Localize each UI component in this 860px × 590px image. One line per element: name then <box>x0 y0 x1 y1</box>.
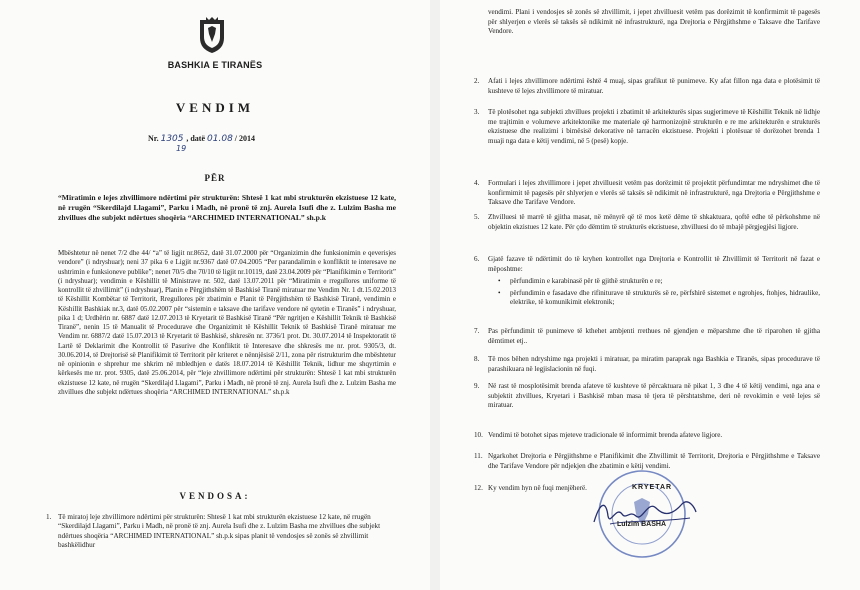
decision-item-9 <box>474 382 820 411</box>
decision-item-2 <box>474 77 820 96</box>
item-number: 8. <box>474 355 480 363</box>
municipality-name: BASHKIA E TIRANËS <box>167 60 263 70</box>
item-number: 4. <box>474 179 480 187</box>
item-text: Të plotësohet nga subjekti zhvillues projekti i zbatimit të arkitekturës sipas sugjerimeve të Këshillit Teknik në lidhje me trajtimin e volumeve arkitektonike me materiale që harmonizojnë strukturën e re me arkitekturën e strukturës ekzistuese dhe realizimi i bimësisë dekorative në tarracën ekzistuese. Projekti i plotësuar të dorëzohet brenda 1 muaji nga data e këtij vendimi, në 5 (pesë) kopje. <box>488 108 820 145</box>
item-number: 3. <box>474 108 480 116</box>
inspection-phase-list <box>498 277 820 308</box>
item-text: Formulari i lejes zhvillimore i jepet zhvilluesit vetëm pas dorëzimit të projektit përfundimtar me ndryshimet dhe të konfirmimit të pagesës për shlyerjen e vlerës së taksës së ndikimit në infrastrukturë, nga Drejtoria e Përgjithshme e Taksave dhe Tarifave Vendore. <box>488 179 820 206</box>
item-number: 6. <box>474 255 480 263</box>
vendosa-heading: VENDOSA: <box>179 491 251 501</box>
decision-item-8 <box>474 355 820 374</box>
decision-item-5 <box>474 213 820 232</box>
decision-item-10 <box>474 431 820 441</box>
list-item: • përfundimin e fasadave dhe rifiniturave të strukturës së re, përfshirë sistemet e ngrohjes, ftohjes, hidraulike, elektrike, të komunikimit elektronik; <box>498 289 820 308</box>
legal-basis-paragraph: Mbështetur në nenet 7/2 dhe 44/ “a” të ligjit nr.8652, datë 31.07.2000 për “Organizimin dhe funksionimin e qeverisjes vendore” (i ndryshuar); neni 37 pika 6 e Ligjit nr.9367 datë 07.04.2005 “Per parandalimin e konfliktit te interesave ne ushtrimin e funksioneve publike”; nenet 70/5 dhe 70/10 të ligjit nr.10119, datë 23.04.2009 për “Planifikimin e Territorit” (i ndryshuar); vendimin e Këshillit të Ministrave nr. 502, datë 13.07.2011 për “Miratimin e rregullores uniforme të kontrollit të zhvillimit” (i ndryshuar), Planin e Përgjithshëm të Bashkisë Tiranë miratuar me Vendim Nr. 1 dt.15.02.2013 të Këshillit Kombëtar të Territorit, Rregullores për zbatimin e Planit të Përgjithshëm të Bashkisë Tiranë, vendimin e Këshillit Bashkiak nr.3, datë 05.02.2007 për “sistemin e taksave dhe tarifave vendore në qytetin e Tiranës” i ndryshuar, pika 1 d; Urdhërin nr. 6887 datë 12.07.2013 të Kryetarit të Bashkisë Tiranë “Për ngritjen e Këshillit Teknik të Bashkisë Tiranë”, nenin 15 të Manualit të Procedurave dhe Organizimit të Këshillit Teknik të Bashkisë Tiranë miratuar me Vendim nr. 6887/2 datë 15.07.2013 të Kryetarit të Bashkisë, shkresën nr. 3736/1 prot. Dt. 30.07.2014 të Inspektoratit të Lartë të Deklarimit dhe Kontrollit të Pasurive dhe Konfliktit të Interesave dhe shkresës me nr. prot. 9305/3, dt. 30.06.2014, të Drejtorisë së Planifikimit të Territorit për kriteret e nënnjësisë 2/11, zona për ristrukturim dhe mbështetur në opinionin e shprehur me shkrim në mbledhjen e datës 18.07.2014 të Këshillit Teknik, lidhur me shqyrtimin e kërkesës me nr. prot. 9305, datë 25.06.2014, për “leje zhvillimore ndërtimi për strukturën: Shtesë 1 kat mbi strukturën ekzistuese 12 kate, në rrugën “Skerdilajd Llagami”, Parku i Madh, në pronë të znj. Aurela Isufi dhe z. Lulzim Basha me zhvillues dhe subjekt ndërtues shoqëria “ARCHIMED INTERNATIONAL” sh.p.k <box>58 249 396 396</box>
decision-item-6 <box>474 255 820 310</box>
list-item: • përfundimin e karabinasë për të gjithë strukturën e re; <box>498 277 820 287</box>
signatory-name: Lulzim BASHA <box>617 521 666 528</box>
item-number: 5. <box>474 213 480 221</box>
item-number: 1. <box>46 513 52 521</box>
decision-item-7 <box>474 327 820 346</box>
item-text: Ky vendim hyn në fuqi menjëherë. <box>488 484 587 492</box>
item-number: 9. <box>474 382 480 390</box>
document-title: VENDIM <box>175 100 255 115</box>
item-text: Zhvilluesi të marrë të gjitha masat, në mënyrë që të mos ketë dëme të shkaktuara, qoftë edhe të përkohshme në objektin ekzistues 12 kate. Për çdo dëmtim të strukturës ekzistuese, zhvilluesi do të mbajë përgjegjësi ligjore. <box>488 213 820 231</box>
decision-date-handwritten: 01.08 <box>207 134 233 144</box>
item-text: Gjatë fazave të ndërtimit do të kryhen kontrollet nga Drejtoria e Kontrollit të Zhvillimit të Territorit në fazat e mëposhtme: <box>488 255 820 273</box>
decision-subject: “Miratimin e lejes zhvillimore ndërtimi për strukturën: Shtesë 1 kat mbi strukturën ekzistuese 12 kate, në rrugën “Skerdilajd Llagami”, Parku i Madh, në pronë të znj. Aurela Isufi dhe z. Lulzim Basha me zhvillues dhe subjekt ndërtues shoqëria “ARCHIMED INTERNATIONAL” sh.p.k <box>58 193 396 223</box>
decision-number-secondary: 19 <box>176 144 187 153</box>
nr-label: Nr. <box>148 134 159 143</box>
item-number: 10. <box>474 431 483 439</box>
decision-year: / 2014 <box>234 134 256 143</box>
item-number: 11. <box>474 452 483 460</box>
item-text: vendimi. Plani i vendosjes së zonës së zhvillimit, i jepet zhvilluesit vetëm pas dorëzimit të konfirmimit të pagesës për shlyerjen e vlerës së taksës së ndikimit në infrastrukturë, nga Drejtoria e Përgjithshme e Taksave dhe Tarifave Vendore. <box>488 8 820 35</box>
signature-title: KRYETAR <box>632 484 673 491</box>
per-heading: PËR <box>204 173 226 183</box>
decision-item-1 <box>46 513 396 550</box>
item-text: Ngarkohet Drejtoria e Përgjithshme e Planifikimit dhe Zhvillimit të Territorit, Drejtoria e Përgjithshme e Taksave dhe Tarifave Vendore për ndjekjen dhe zbatimin e këtij vendimi. <box>488 452 820 470</box>
item-number: 12. <box>474 484 483 492</box>
item-text: Vendimi të botohet sipas mjeteve tradicionale të informimit brenda afateve ligjore. <box>488 431 723 439</box>
coat-of-arms-icon <box>197 16 227 54</box>
item-text: Pas përfundimit të punimeve të kthehet ambjenti rrethues në gjendjen e mëparshme dhe të riparohen të gjitha dëmtimet etj.. <box>488 327 820 345</box>
decision-item-4 <box>474 179 820 208</box>
item-number: 2. <box>474 77 480 85</box>
item-text: Të mos bëhen ndryshime nga projekti i miratuar, pa miratim paraprak nga Bashkia e Tiranës, sipas procedurave të parashikuara në legjislacionin në fuqi. <box>488 355 820 373</box>
page-gutter <box>430 0 440 590</box>
decision-item-1 <box>488 8 820 37</box>
item-number: 7. <box>474 327 480 335</box>
decision-number-handwritten: 1305 <box>160 134 187 144</box>
item-text: Në rast të mosplotësimit brenda afateve të kushteve të përcaktuara në pikat 1, 3 dhe 4 të këtij vendimi, nga ana e subjektit zhvillues, Kryetari i Bashkisë mban masa të tjera të përshtatshme, deri në revokimin e vetë lejes së miratuar. <box>488 382 820 409</box>
decision-page-right <box>440 0 860 590</box>
item-text: Afati i lejes zhvillimore ndërtimi është 4 muaj, sipas grafikut të punimeve. Ky afat fillon nga data e plotësimit të kushteve të lejes zhvillimore të miratuar. <box>488 77 820 95</box>
decision-number-line <box>148 134 255 144</box>
decision-item-3 <box>474 108 820 146</box>
item-text: Të miratoj leje zhvillimore ndërtimi për strukturën: Shtesë 1 kat mbi strukturën ekzistuese 12 kate, në rrugën “Skerdilajd Llagami”, Parku i Madh, në pronë të znj. Aurela Isufi dhe z. Lulzim Basha me zhvillues dhe subjekt ndërtues shoqëria “ARCHIMED INTERNATIONAL” sh.p.k sipas planit të vendosjes së zonës së zhvillimit bashkëlidhur <box>58 513 381 549</box>
date-label: , datë <box>186 134 206 143</box>
